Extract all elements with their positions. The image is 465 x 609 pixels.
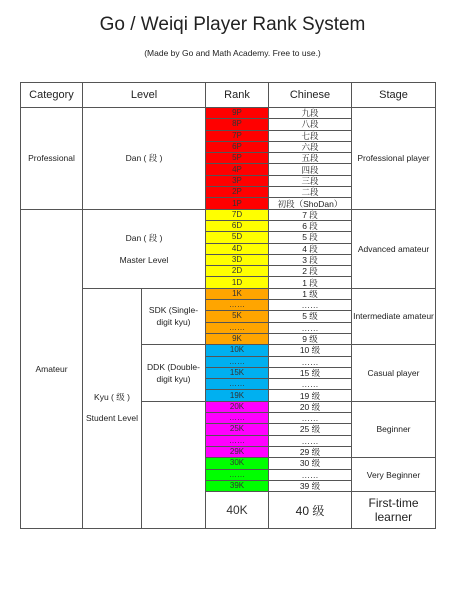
rank-cell: 5P (206, 153, 269, 164)
rank-cell: 2P (206, 187, 269, 198)
level-empty-cell (142, 401, 206, 528)
chinese-cell: 20 级 (269, 401, 352, 412)
stage-professional: Professional player (352, 108, 436, 210)
category-professional: Professional (21, 108, 83, 210)
column-header-level: Level (83, 83, 206, 108)
rank-cell: …… (206, 413, 269, 424)
column-header-category: Category (21, 83, 83, 108)
chinese-cell: 1 段 (269, 277, 352, 288)
stage-beginner: Beginner (352, 401, 436, 457)
stage-advanced: Advanced amateur (352, 209, 436, 288)
rank-cell: 3D (206, 254, 269, 265)
rank-cell: 5D (206, 232, 269, 243)
column-header-chinese: Chinese (269, 83, 352, 108)
level-ddk: DDK (Double-digit kyu) (142, 345, 206, 401)
chinese-cell: 5 级 (269, 311, 352, 322)
rank-cell: 4D (206, 243, 269, 254)
rank-cell: 1K (206, 288, 269, 299)
chinese-cell: 9 级 (269, 333, 352, 344)
rank-cell: 7P (206, 130, 269, 141)
chinese-cell: 5 段 (269, 232, 352, 243)
page-title: Go / Weiqi Player Rank System (99, 14, 366, 35)
rank-cell: 5K (206, 311, 269, 322)
chinese-cell: 19 级 (269, 390, 352, 401)
rank-cell: 6D (206, 220, 269, 231)
rank-cell: 1D (206, 277, 269, 288)
rank-cell: 9P (206, 108, 269, 119)
chinese-cell: …… (269, 322, 352, 333)
level-student-label: Student Level (86, 413, 138, 424)
column-header-stage: Stage (352, 83, 436, 108)
rank-cell: …… (206, 379, 269, 390)
chinese-cell: 九段 (269, 108, 352, 119)
stage-intermediate: Intermediate amateur (352, 288, 436, 344)
chinese-cell: 3 段 (269, 254, 352, 265)
rank-cell: 2D (206, 266, 269, 277)
level-sdk: SDK (Single-digit kyu) (142, 288, 206, 344)
rank-cell: 1P (206, 198, 269, 209)
rank-cell: …… (206, 322, 269, 333)
rank-cell: …… (206, 435, 269, 446)
rank-cell: 19K (206, 390, 269, 401)
rank-table (20, 82, 436, 529)
rank-cell: 4P (206, 164, 269, 175)
rank-cell: 20K (206, 401, 269, 412)
stage-very-beginner: Very Beginner (352, 458, 436, 492)
chinese-cell: 4 段 (269, 243, 352, 254)
chinese-cell: 30 级 (269, 458, 352, 469)
chinese-cell: 四段 (269, 164, 352, 175)
chinese-cell: 三段 (269, 175, 352, 186)
chinese-cell: 初段（ShoDan） (269, 198, 352, 209)
page-subtitle: (Made by Go and Math Academy. Free to use.) (144, 48, 321, 58)
header-row (21, 83, 436, 108)
chinese-cell: 五段 (269, 153, 352, 164)
rank-cell: 39K (206, 480, 269, 491)
rank-cell: 6P (206, 141, 269, 152)
category-amateur: Amateur (21, 209, 83, 528)
rank-cell: 8P (206, 119, 269, 130)
rank-cell: 25K (206, 424, 269, 435)
column-header-rank: Rank (206, 83, 269, 108)
chinese-cell: …… (269, 300, 352, 311)
rank-cell: …… (206, 469, 269, 480)
chinese-cell: 七段 (269, 130, 352, 141)
rank-cell: 30K (206, 458, 269, 469)
level-amateur-dan (83, 209, 206, 288)
chinese-cell: 10 级 (269, 345, 352, 356)
chinese-cell: 25 级 (269, 424, 352, 435)
level-kyu (83, 288, 142, 528)
stage-casual: Casual player (352, 345, 436, 401)
level-kyu-label: Kyu ( 级 ) (94, 392, 130, 403)
chinese-cell: …… (269, 435, 352, 446)
rank-cell: 40K (206, 492, 269, 529)
chinese-cell: 八段 (269, 119, 352, 130)
rank-cell: 10K (206, 345, 269, 356)
chinese-cell: 六段 (269, 141, 352, 152)
chinese-cell: …… (269, 469, 352, 480)
chinese-cell: 1 级 (269, 288, 352, 299)
rank-cell: …… (206, 300, 269, 311)
chinese-cell: 40 级 (269, 492, 352, 529)
chinese-cell: 7 段 (269, 209, 352, 220)
rank-cell: …… (206, 356, 269, 367)
chinese-cell: 15 级 (269, 367, 352, 378)
chinese-cell: …… (269, 413, 352, 424)
chinese-cell: 39 级 (269, 480, 352, 491)
level-master-label: Master Level (119, 254, 169, 265)
rank-cell: 3P (206, 175, 269, 186)
chinese-cell: 29 级 (269, 446, 352, 457)
chinese-cell: 二段 (269, 187, 352, 198)
rank-cell: 7D (206, 209, 269, 220)
chinese-cell: 6 段 (269, 220, 352, 231)
rank-cell: 9K (206, 333, 269, 344)
level-pro-dan: Dan ( 段 ) (83, 108, 206, 210)
chinese-cell: …… (269, 356, 352, 367)
stage-first-time: First-time learner (352, 492, 436, 529)
rank-cell: 15K (206, 367, 269, 378)
chinese-cell: …… (269, 379, 352, 390)
chinese-cell: 2 段 (269, 266, 352, 277)
rank-cell: 29K (206, 446, 269, 457)
level-dan-label: Dan ( 段 ) (125, 232, 163, 243)
